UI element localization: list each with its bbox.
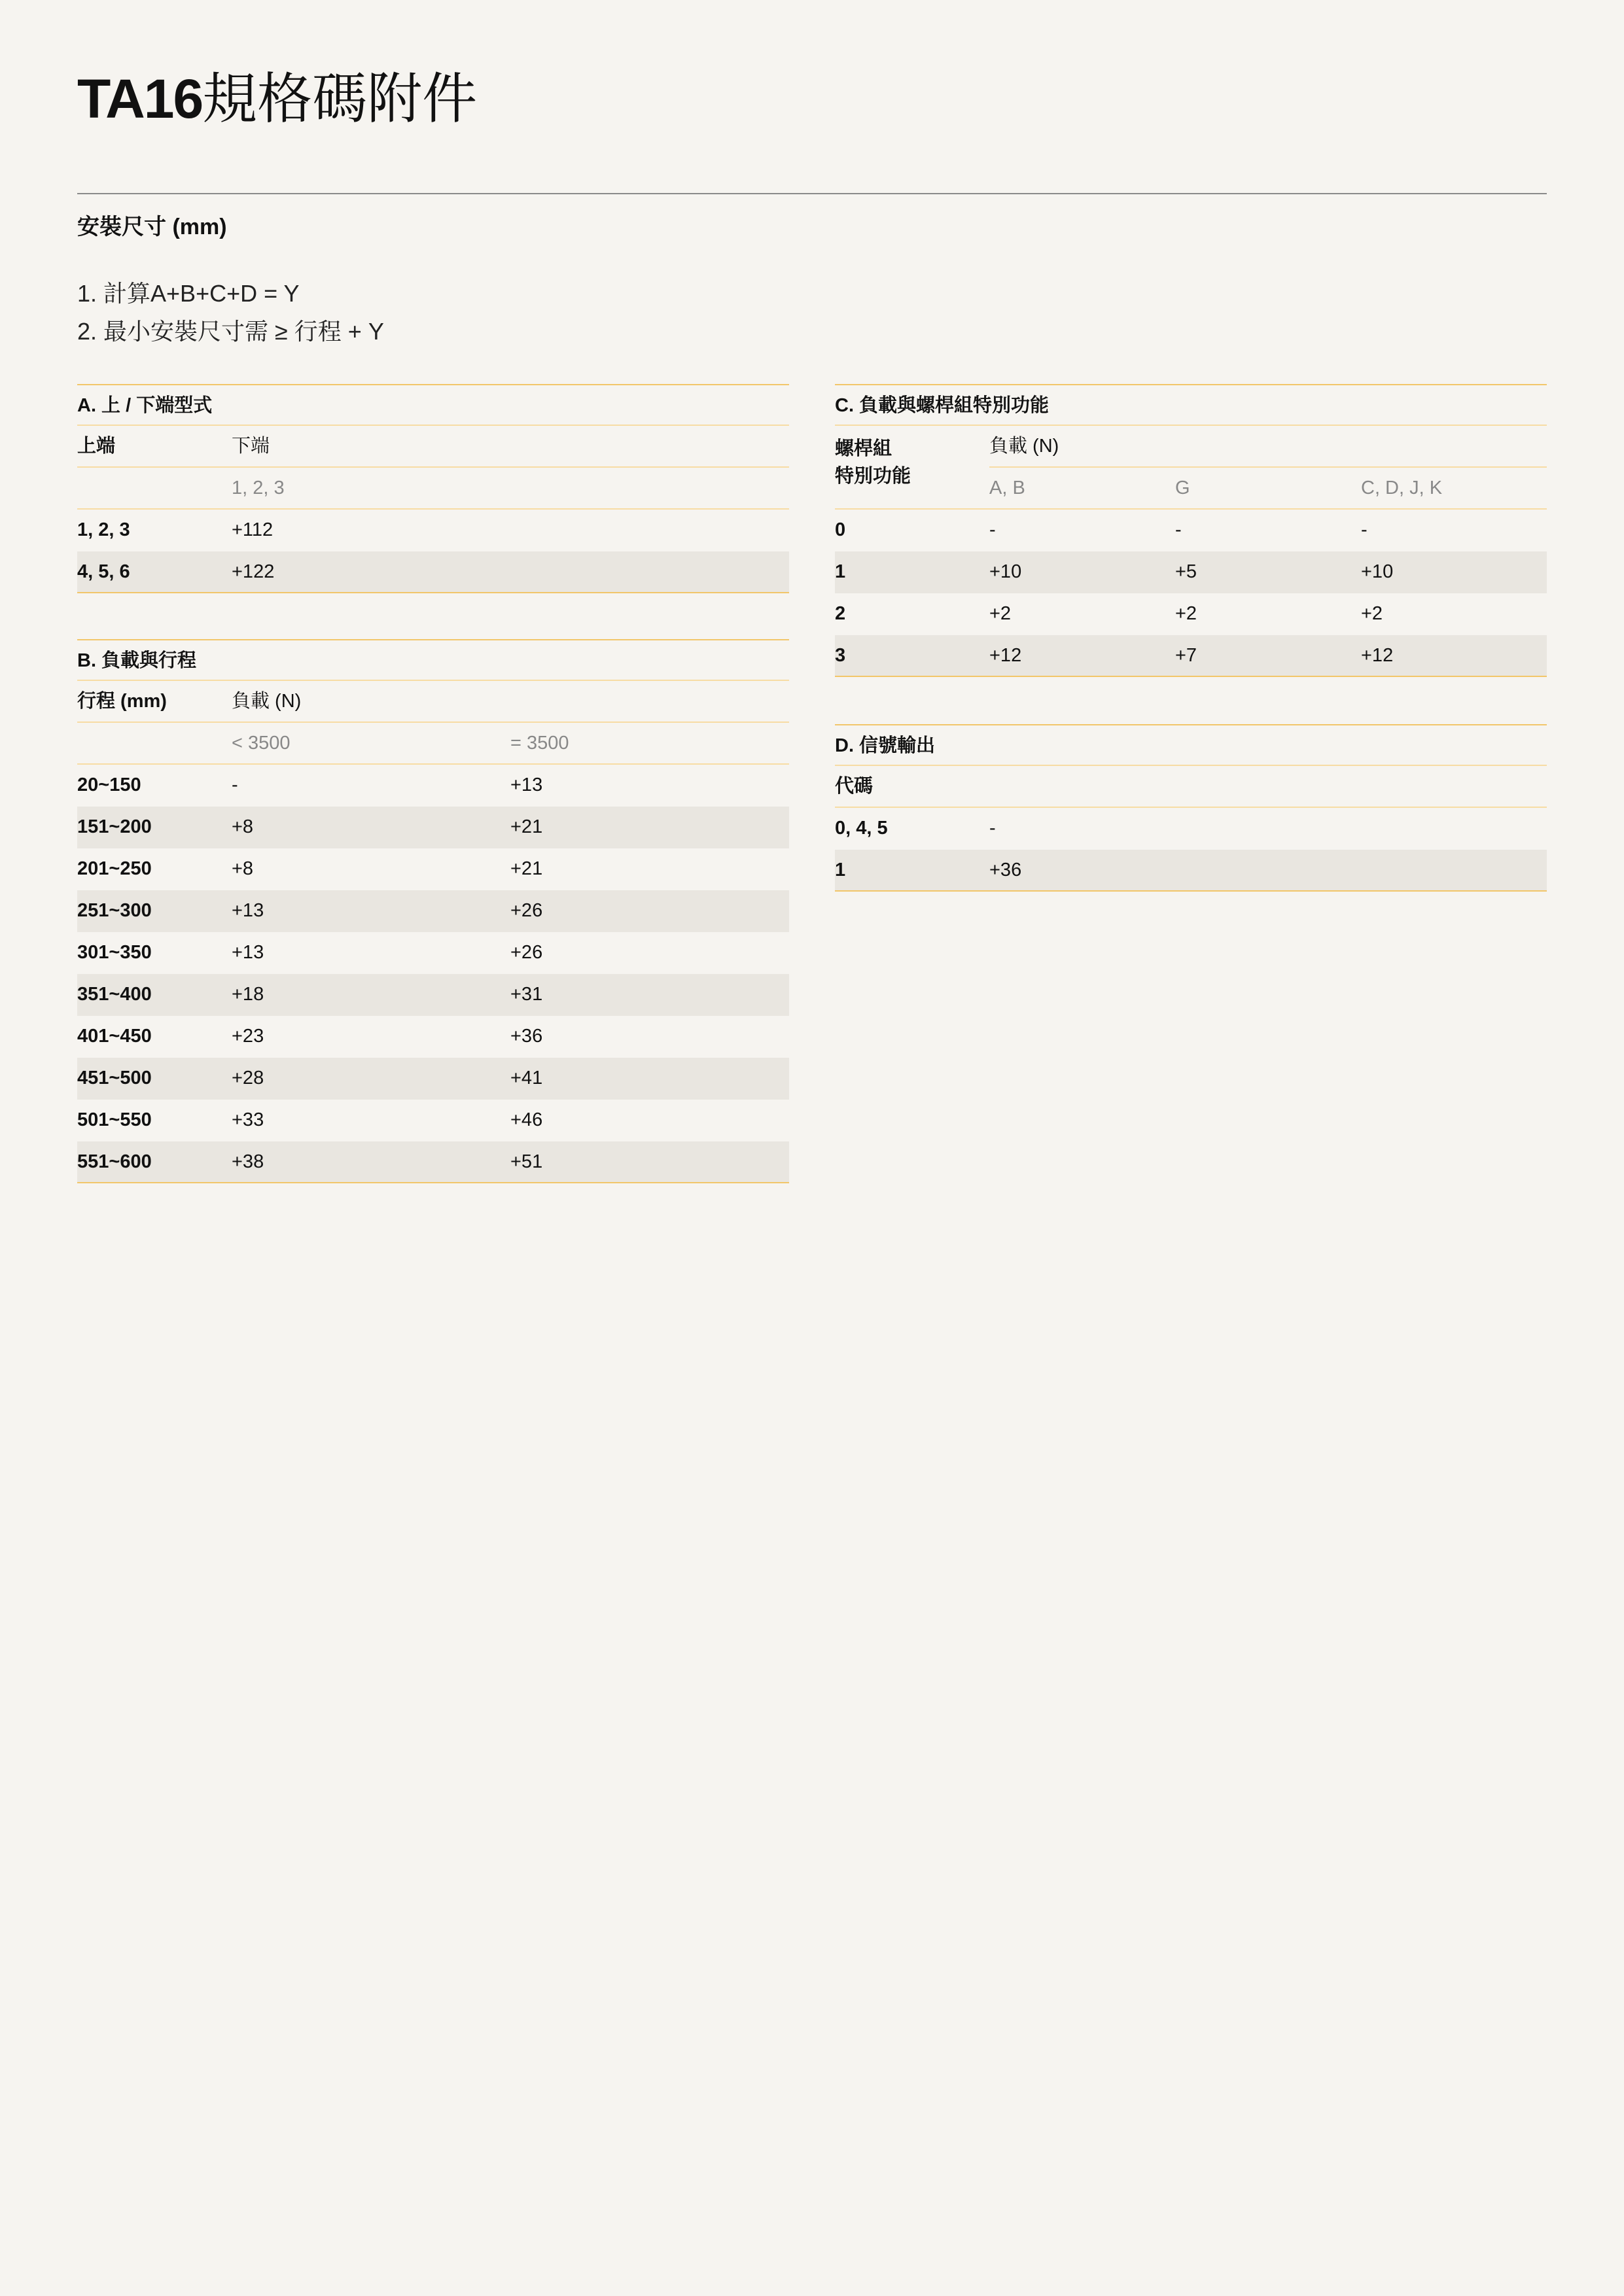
row-value-2: +21 bbox=[510, 858, 543, 879]
title-divider bbox=[77, 193, 1547, 194]
row-label: 3 bbox=[835, 645, 846, 666]
row-value-2: +36 bbox=[510, 1026, 543, 1047]
table-row bbox=[835, 808, 1547, 850]
table-b-header bbox=[77, 681, 789, 723]
row-value-2: +26 bbox=[510, 942, 543, 963]
row-label: 1, 2, 3 bbox=[77, 519, 130, 540]
row-value-3: +10 bbox=[1361, 561, 1394, 582]
table-row bbox=[835, 510, 1547, 551]
row-value-2: +21 bbox=[510, 816, 543, 837]
row-value-2: +2 bbox=[1175, 603, 1197, 624]
table-row bbox=[77, 510, 789, 551]
table-a-col1-header: 上端 bbox=[77, 436, 116, 457]
table-c-load-header-cell bbox=[989, 426, 1547, 468]
row-label: 0, 4, 5 bbox=[835, 818, 888, 839]
table-d-header bbox=[835, 766, 1547, 808]
row-value-3: +12 bbox=[1361, 645, 1394, 666]
row-value-2: +41 bbox=[510, 1068, 543, 1088]
notes bbox=[77, 275, 384, 351]
table-c-col1-header bbox=[835, 435, 911, 490]
row-value-2: +7 bbox=[1175, 645, 1197, 666]
table-row bbox=[77, 1100, 789, 1141]
table-row bbox=[77, 765, 789, 807]
table-c-subheader-3: C, D, J, K bbox=[1361, 478, 1443, 498]
row-value-1: +10 bbox=[989, 561, 1022, 582]
table-c-subheader-1: A, B bbox=[989, 478, 1025, 498]
row-label: 2 bbox=[835, 603, 846, 624]
table-c-subheader-2: G bbox=[1175, 478, 1190, 498]
row-value-3: +2 bbox=[1361, 603, 1383, 624]
table-c-header bbox=[835, 426, 1547, 510]
row-value-1: +28 bbox=[232, 1068, 264, 1088]
row-label: 351~400 bbox=[77, 984, 152, 1005]
table-row bbox=[77, 848, 789, 890]
row-value-1: +23 bbox=[232, 1026, 264, 1047]
table-a-subheader bbox=[77, 468, 789, 510]
title-code: TA16 bbox=[77, 68, 203, 130]
row-value: - bbox=[989, 818, 996, 839]
row-value: +36 bbox=[989, 860, 1022, 880]
row-label: 201~250 bbox=[77, 858, 152, 879]
table-row bbox=[77, 890, 789, 932]
table-c-title: C. 負載與螺桿組特別功能 bbox=[835, 384, 1547, 426]
table-d-col1-header: 代碼 bbox=[835, 776, 874, 797]
row-label: 20~150 bbox=[77, 774, 141, 795]
table-row bbox=[77, 1058, 789, 1100]
table-a-header bbox=[77, 426, 789, 468]
row-value-1: +2 bbox=[989, 603, 1012, 624]
row-label: 301~350 bbox=[77, 942, 152, 963]
table-c-col2-header: 負載 (N) bbox=[989, 436, 1059, 457]
row-value: +112 bbox=[232, 519, 274, 540]
table-b-subheader-1: < 3500 bbox=[232, 733, 291, 754]
table-b-col2-header: 負載 (N) bbox=[232, 691, 302, 712]
table-row bbox=[835, 593, 1547, 635]
row-value-1: +13 bbox=[232, 942, 264, 963]
section-heading: 安裝尺寸 (mm) bbox=[77, 215, 227, 239]
row-label: 251~300 bbox=[77, 900, 152, 921]
note-1: 1. 計算A+B+C+D = Y bbox=[77, 280, 300, 307]
title-text: 規格碼附件 bbox=[202, 68, 478, 130]
note-2: 2. 最小安裝尺寸需 ≥ 行程 + Y bbox=[77, 318, 384, 345]
row-value: +122 bbox=[232, 561, 275, 582]
row-value-1: +38 bbox=[232, 1151, 264, 1172]
table-b-title: B. 負載與行程 bbox=[77, 639, 789, 681]
row-label: 401~450 bbox=[77, 1026, 152, 1047]
table-c-col1-header-line1: 螺桿組 bbox=[835, 438, 892, 459]
table-row bbox=[835, 551, 1547, 593]
table-row bbox=[77, 551, 789, 593]
row-value-2: +5 bbox=[1175, 561, 1197, 582]
row-label: 4, 5, 6 bbox=[77, 561, 130, 582]
row-value-3: - bbox=[1361, 519, 1368, 540]
row-label: 1 bbox=[835, 561, 846, 582]
row-value-2: +26 bbox=[510, 900, 543, 921]
table-row bbox=[835, 850, 1547, 892]
table-d-title: D. 信號輸出 bbox=[835, 724, 1547, 766]
table-b-subheader bbox=[77, 723, 789, 765]
table-a bbox=[77, 384, 789, 593]
table-a-subheader-1: 1, 2, 3 bbox=[232, 478, 285, 498]
table-b bbox=[77, 639, 789, 1183]
row-label: 151~200 bbox=[77, 816, 152, 837]
table-c bbox=[835, 384, 1547, 677]
row-value-2: +31 bbox=[510, 984, 543, 1005]
table-a-col2-header: 下端 bbox=[232, 436, 270, 457]
table-c-col1-header-line2: 特別功能 bbox=[835, 466, 911, 487]
table-row bbox=[77, 1141, 789, 1183]
row-label: 1 bbox=[835, 860, 846, 880]
table-d bbox=[835, 724, 1547, 892]
row-value-1: +8 bbox=[232, 858, 254, 879]
table-row bbox=[77, 974, 789, 1016]
row-value-1: - bbox=[989, 519, 996, 540]
table-b-subheader-2: = 3500 bbox=[510, 733, 569, 754]
row-value-1: +13 bbox=[232, 900, 264, 921]
row-value-2: +51 bbox=[510, 1151, 543, 1172]
row-value-1: +33 bbox=[232, 1109, 264, 1130]
row-label: 451~500 bbox=[77, 1068, 152, 1088]
row-value-1: +8 bbox=[232, 816, 254, 837]
table-row bbox=[835, 635, 1547, 677]
row-label: 0 bbox=[835, 519, 846, 540]
row-label: 551~600 bbox=[77, 1151, 152, 1172]
table-row bbox=[77, 932, 789, 974]
page-title bbox=[77, 63, 477, 135]
table-row bbox=[77, 1016, 789, 1058]
table-a-title: A. 上 / 下端型式 bbox=[77, 384, 789, 426]
row-value-1: +18 bbox=[232, 984, 264, 1005]
row-value-2: - bbox=[1175, 519, 1182, 540]
row-value-1: - bbox=[232, 774, 238, 795]
row-value-1: +12 bbox=[989, 645, 1022, 666]
table-b-col1-header: 行程 (mm) bbox=[77, 691, 167, 712]
row-value-2: +13 bbox=[510, 774, 543, 795]
row-label: 501~550 bbox=[77, 1109, 152, 1130]
row-value-2: +46 bbox=[510, 1109, 543, 1130]
table-row bbox=[77, 807, 789, 848]
